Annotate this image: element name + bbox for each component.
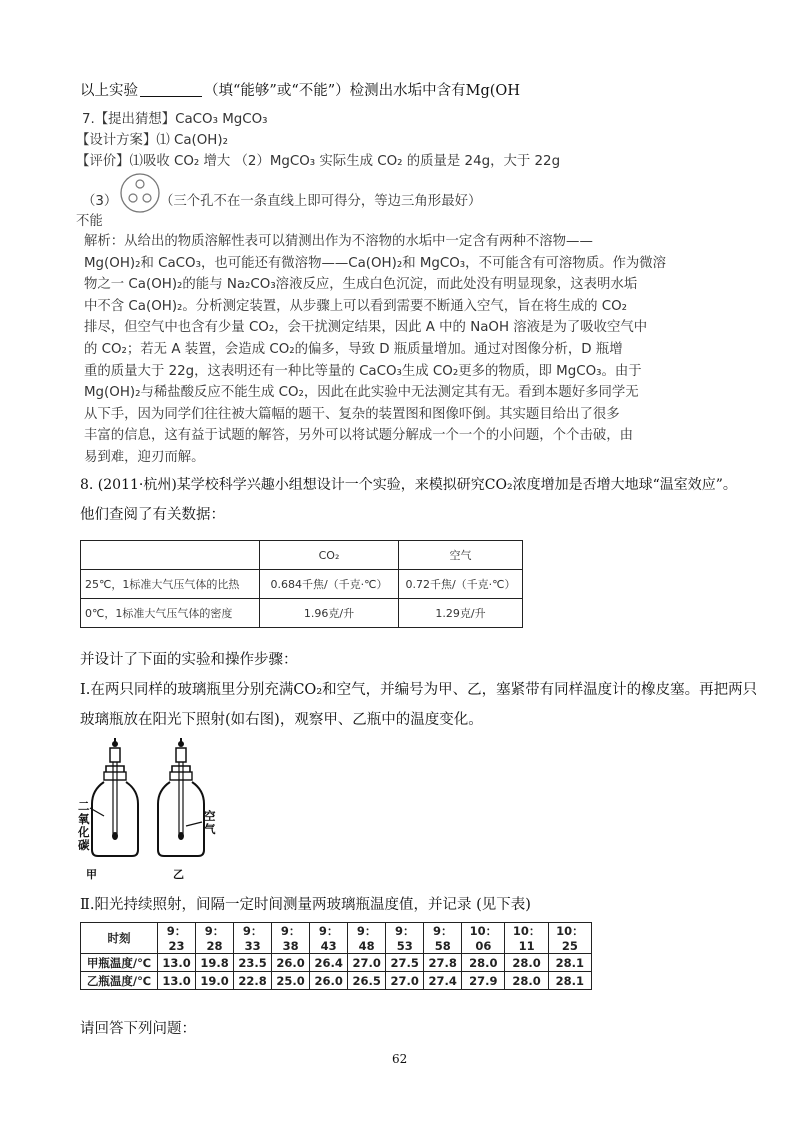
table-cell: 28.0 [462, 954, 505, 972]
table-row [81, 972, 592, 990]
table-cell: 9：33 [234, 923, 272, 954]
table-row [81, 954, 592, 972]
gas-properties-table [80, 540, 523, 628]
table-row [81, 923, 592, 954]
analysis-line: 重的质量大于 22g，这表明还有一种比等量的 CaCO₃生成 CO₂更多的物质，即 MgCO₃。由于 [84, 363, 642, 379]
table-cell: CO₂ [260, 541, 399, 570]
analysis-line: 中不含 Ca(OH)₂。分析测定装置，从步骤上可以看到需要不断通入空气，旨在将生成的 CO₂ [84, 298, 628, 314]
table-row [81, 570, 523, 599]
step1-line2: 玻璃瓶放在阳光下照射(如右图)，观察甲、乙瓶中的温度变化。 [80, 712, 483, 728]
table-cell: 28.0 [505, 954, 548, 972]
answer7-line1: 7.【提出猜想】CaCO₃ MgCO₃ [82, 112, 268, 127]
table-cell: 1.96克/升 [260, 599, 399, 628]
table-cell: 27.4 [424, 972, 462, 990]
table-cell: 9：28 [196, 923, 234, 954]
temperature-table [80, 922, 592, 990]
step2-line: Ⅱ.阳光持续照射，间隔一定时间测量两玻璃瓶温度值，并记录 (见下表) [80, 897, 531, 913]
top-line-before: 以上实验 [80, 83, 138, 99]
steps-intro: 并设计了下面的实验和操作步骤： [80, 652, 298, 668]
table-cell: 27.0 [348, 954, 386, 972]
table-cell: 19.8 [196, 954, 234, 972]
table-cell: 25.0 [272, 972, 310, 990]
table-cell: 27.8 [424, 954, 462, 972]
label-air: 空气 [204, 809, 216, 836]
label-bottle-yi: 乙 [173, 868, 184, 881]
table-cell: 10：06 [462, 923, 505, 954]
analysis-line: 从下手，因为同学们往往被大篇幅的题干、复杂的装置图和图像吓倒。其实题目给出了很多 [84, 406, 620, 422]
table-cell: 时刻 [81, 923, 158, 954]
answer7-line4-num: （3） [82, 194, 118, 209]
step1-line1: Ⅰ.在两只同样的玻璃瓶里分别充满CO₂和空气，并编号为甲、乙，塞紧带有同样温度计的橡皮塞。再把两只 [80, 682, 758, 698]
table-cell: 甲瓶温度/℃ [81, 954, 158, 972]
table-cell: 25℃，1标准大气压气体的比热 [81, 570, 260, 599]
analysis-block [84, 231, 666, 469]
answer-blank [140, 82, 202, 97]
answer7-line3: 【评价】⑴吸收 CO₂ 增大 （2）MgCO₃ 实际生成 CO₂ 的质量是 24g，大于 22g [76, 154, 561, 169]
analysis-line: 的 CO₂；若无 A 装置，会造成 CO₂的偏多，导致 D 瓶质量增加。通过对图像分析，D 瓶增 [84, 341, 623, 357]
table-row [81, 541, 523, 570]
table-cell: 27.9 [462, 972, 505, 990]
answer7-line4-note: （三个孔不在一条直线上即可得分，等边三角形最好） [160, 194, 482, 209]
top-line [80, 79, 520, 100]
table-cell [81, 541, 260, 570]
q8-intro-line1: 8. (2011·杭州)某学校科学兴趣小组想设计一个实验，来模拟研究CO₂浓度增加是否增大地球“温室效应”。 [80, 477, 737, 493]
analysis-line: 物之一 Ca(OH)₂的能与 Na₂CO₃溶液反应，生成白色沉淀，而此处没有明显现象，这表明水垢 [84, 277, 638, 293]
table-cell: 28.0 [505, 972, 548, 990]
table-cell: 26.4 [310, 954, 348, 972]
analysis-line: 丰富的信息，这有益于试题的解答，另外可以将试题分解成一个一个的小问题，个个击破，由 [84, 428, 634, 444]
table-cell: 9：53 [386, 923, 424, 954]
answer7-line5: 不能 [76, 214, 103, 229]
table-cell: 13.0 [158, 972, 196, 990]
table-cell: 27.0 [386, 972, 424, 990]
label-carbon-dioxide: 二氧化碳 [78, 799, 90, 852]
bottles-figure [78, 738, 232, 881]
table-cell: 乙瓶温度/℃ [81, 972, 158, 990]
table-cell: 22.8 [234, 972, 272, 990]
table-row [81, 599, 523, 628]
table-cell: 28.1 [548, 972, 591, 990]
bottles-drawing [82, 738, 232, 866]
analysis-line: 易到难，迎刃而解。 [84, 449, 205, 465]
table-cell: 0℃，1标准大气压气体的密度 [81, 599, 260, 628]
table-cell: 26.0 [272, 954, 310, 972]
table-cell: 13.0 [158, 954, 196, 972]
ask-line: 请回答下列问题： [80, 1021, 196, 1037]
table-cell: 0.72千焦/（千克·℃） [399, 570, 523, 599]
table-cell: 9：58 [424, 923, 462, 954]
answer7-line2: 【设计方案】⑴ Ca(OH)₂ [76, 133, 228, 148]
analysis-line: 排尽，但空气中也含有少量 CO₂，会干扰测定结果，因此 A 中的 NaOH 溶液是为了吸收空气中 [84, 320, 648, 336]
three-hole-stopper-figure [118, 172, 162, 214]
table-cell: 10：11 [505, 923, 548, 954]
table-cell: 28.1 [548, 954, 591, 972]
table-cell: 空气 [399, 541, 523, 570]
table-cell: 26.5 [348, 972, 386, 990]
page-number: 62 [392, 1052, 408, 1066]
table-cell: 23.5 [234, 954, 272, 972]
table-cell: 19.0 [196, 972, 234, 990]
table-cell: 27.5 [386, 954, 424, 972]
analysis-line: Mg(OH)₂与稀盐酸反应不能生成 CO₂，因此在此实验中无法测定其有无。看到本题好多同学无 [84, 385, 639, 401]
table-cell: 9：23 [158, 923, 196, 954]
top-line-after: （填“能够”或“不能”）检测出水垢中含有Mg(OH [204, 83, 520, 99]
table-cell: 10：25 [548, 923, 591, 954]
table-cell: 26.0 [310, 972, 348, 990]
table-cell: 1.29克/升 [399, 599, 523, 628]
analysis-line: 解析：从给出的物质溶解性表可以猜测出作为不溶物的水垢中一定含有两种不溶物—— [84, 234, 593, 249]
table-cell: 9：38 [272, 923, 310, 954]
table-cell: 0.684千焦/（千克·℃） [260, 570, 399, 599]
q8-intro-line2: 他们查阅了有关数据： [80, 507, 225, 523]
analysis-line: Mg(OH)₂和 CaCO₃，也可能还有微溶物——Ca(OH)₂和 MgCO₃，不可能含有可溶物质。作为微溶 [84, 255, 667, 271]
table-cell: 9：48 [348, 923, 386, 954]
label-bottle-jia: 甲 [86, 868, 97, 881]
table-cell: 9：43 [310, 923, 348, 954]
